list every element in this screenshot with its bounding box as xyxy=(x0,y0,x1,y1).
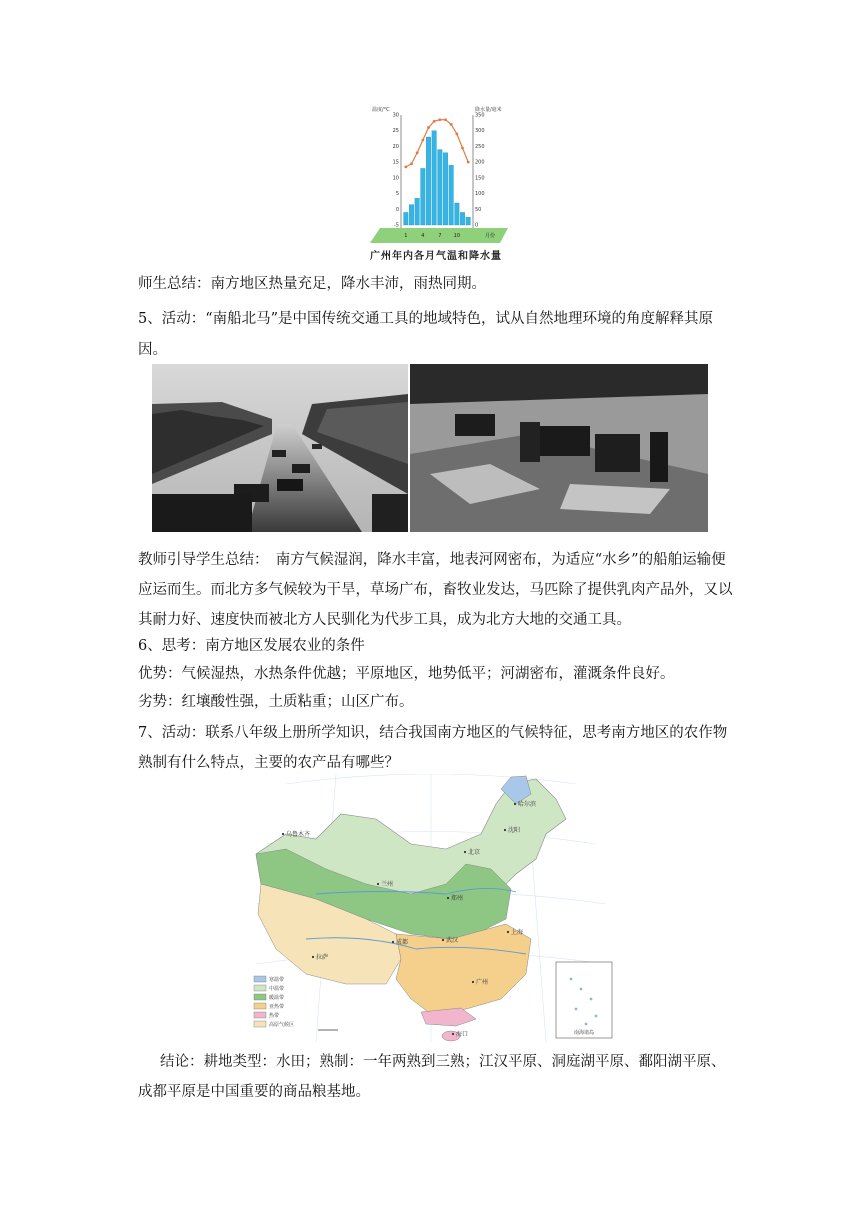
left-tick-label: 0 xyxy=(395,206,399,213)
map-city-marker xyxy=(464,851,466,853)
legend-swatch xyxy=(254,1012,266,1018)
legend-label: 高原气候区 xyxy=(269,1022,295,1028)
temperature-point xyxy=(455,132,458,135)
left-axis-ticks xyxy=(393,113,399,229)
map-city-marker xyxy=(282,833,284,835)
advantages-text: 优势：气候湿热，水热条件优越；平原地区，地势低平；河湖密布，灌溉条件良好。 xyxy=(138,666,675,682)
precipitation-bars xyxy=(404,131,471,225)
temperature-line xyxy=(406,120,468,167)
activity-7-question: 7、活动：联系八年级上册所学知识，结合我国南方地区的气候特征，思考南方地区的农作物熟制有什么特点，主要的农产品有哪些？ xyxy=(138,725,728,771)
temperature-point xyxy=(416,151,419,154)
legend-label: 寒温带 xyxy=(269,977,285,983)
precipitation-bar xyxy=(460,212,465,225)
map-city-marker xyxy=(504,829,506,831)
inset-label: 南海诸岛 xyxy=(574,1030,595,1036)
map-city-marker xyxy=(452,1033,454,1035)
left-tick-label: 30 xyxy=(392,112,399,119)
legend-label: 热带 xyxy=(269,1013,280,1019)
think-6-heading: 6、思考：南方地区发展农业的条件 xyxy=(138,638,365,654)
legend-label: 亚热带 xyxy=(269,1004,285,1010)
temperature-point xyxy=(410,162,413,165)
legend-label: 暖温带 xyxy=(269,995,285,1001)
legend-label: 中温带 xyxy=(269,986,285,992)
precipitation-bar xyxy=(438,150,443,225)
climate-chart-figure xyxy=(368,103,513,263)
precipitation-bar xyxy=(409,205,414,225)
temperature-points xyxy=(404,118,469,168)
map-city-marker xyxy=(442,939,444,941)
legend-swatch xyxy=(254,994,266,1000)
right-tick-label: 0 xyxy=(475,222,479,229)
x-tick-label: 4 xyxy=(421,233,425,239)
precipitation-bar xyxy=(466,217,471,225)
precipitation-bar xyxy=(426,137,431,225)
temperature-point xyxy=(404,165,407,168)
right-axis-ticks xyxy=(475,113,485,229)
x-tick-label: 10 xyxy=(453,233,461,239)
map-city-label: 乌鲁木齐 xyxy=(286,831,311,838)
north-horse-caravan-photo xyxy=(410,364,708,532)
map-city-marker xyxy=(514,803,516,805)
left-axis-label: 温度/°C xyxy=(372,107,390,113)
precipitation-bar xyxy=(432,131,437,225)
map-city-label: 广州 xyxy=(476,979,489,986)
climate-chart xyxy=(368,103,513,243)
left-tick-label: 25 xyxy=(392,128,399,135)
precipitation-bar xyxy=(404,212,409,225)
x-tick-label: 7 xyxy=(438,233,442,239)
teacher-student-summary: 师生总结：南方地区热量充足，降水丰沛，雨热同期。 xyxy=(138,276,486,292)
x-axis-unit: 月份 xyxy=(485,233,496,239)
climate-chart-caption: 广州年内各月气温和降水量 xyxy=(370,251,502,262)
map-city-marker xyxy=(447,897,449,899)
temperature-point xyxy=(444,118,447,121)
right-tick-label: 50 xyxy=(475,206,482,213)
precipitation-bar xyxy=(415,198,420,225)
temperature-point xyxy=(433,120,436,123)
legend-swatch xyxy=(254,976,266,982)
right-tick-label: 150 xyxy=(475,175,485,182)
temperature-point xyxy=(438,118,441,121)
south-canal-boats-photo xyxy=(152,364,408,532)
map-city-label: 海口 xyxy=(456,1031,469,1038)
activity-5-question: 5、活动：“南船北马”是中国传统交通工具的地域特色，试从自然地理环境的角度解释其原因。 xyxy=(138,311,714,358)
left-tick-label: 5 xyxy=(395,191,399,198)
right-axis-label: 降水量/毫米 xyxy=(475,107,502,113)
conclusion-text: 结论：耕地类型：水田；熟制：一年两熟到三熟；江汉平原、洞庭湖平原、鄱阳湖平原、成都平原是中国重要的商品粮基地。 xyxy=(138,1054,726,1100)
right-tick-label: 200 xyxy=(475,159,485,166)
precipitation-bar xyxy=(455,203,460,225)
teacher-guided-summary: 教师引导学生总结： 南方气候湿润，降水丰富，地表河网密布，为适应“水乡”的船舶运输便应运而生。而北方多气候较为干旱，草场广布，畜牧业发达，马匹除了提供乳肉产品外，又以其耐力好、速度快而被北方人民驯化为代步工具，成为北方大地的交通工具。 xyxy=(138,552,733,628)
left-tick-label: -5 xyxy=(394,222,399,229)
left-tick-label: 20 xyxy=(392,143,399,150)
temperature-point xyxy=(461,147,464,150)
right-tick-label: 250 xyxy=(475,143,485,150)
right-tick-label: 300 xyxy=(475,128,485,135)
temperature-point xyxy=(427,126,430,129)
south-china-sea-inset xyxy=(556,962,612,1038)
temperature-point xyxy=(450,123,453,126)
map-city-label: 北京 xyxy=(468,849,481,856)
legend-swatch xyxy=(254,1021,266,1027)
map-city-marker xyxy=(392,941,394,943)
precipitation-bar xyxy=(449,165,454,225)
map-city-marker xyxy=(377,883,379,885)
map-city-label: 成都 xyxy=(396,939,409,946)
precipitation-bar xyxy=(421,168,426,225)
map-city-label: 沈阳 xyxy=(508,827,521,834)
legend-swatch xyxy=(254,1003,266,1009)
legend-swatch xyxy=(254,985,266,991)
precipitation-bar xyxy=(443,153,448,225)
map-city-label: 郑州 xyxy=(451,895,464,902)
map-city-label: 兰州 xyxy=(381,881,394,888)
temperature-point xyxy=(467,161,470,164)
map-city-marker xyxy=(507,931,509,933)
map-city-label: 哈尔滨 xyxy=(518,801,537,808)
left-tick-label: 10 xyxy=(392,175,399,182)
map-city-label: 拉萨 xyxy=(316,954,329,961)
temperature-point xyxy=(421,139,424,142)
map-city-marker xyxy=(312,956,314,958)
right-tick-label: 100 xyxy=(475,191,485,198)
map-city-marker xyxy=(472,981,474,983)
disadvantages-text: 劣势：红壤酸性强，土质粘重；山区广布。 xyxy=(138,694,414,710)
left-tick-label: 15 xyxy=(392,159,399,166)
map-city-label: 武汉 xyxy=(446,937,459,944)
x-tick-label: 1 xyxy=(404,233,408,239)
right-tick-label: 350 xyxy=(475,112,485,119)
map-city-label: 上海 xyxy=(511,929,524,936)
china-temperature-zone-map xyxy=(246,774,616,1042)
